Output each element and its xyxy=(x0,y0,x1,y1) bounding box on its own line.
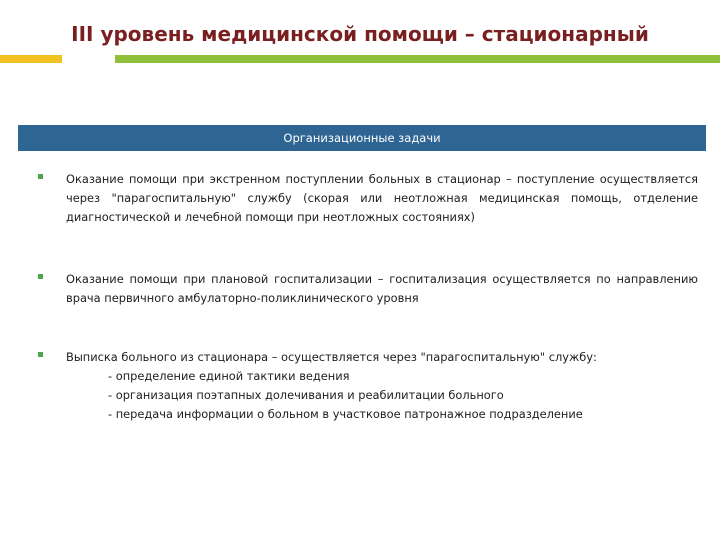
sub-item: - организация поэтапных долечивания и реабилитации больного xyxy=(108,388,504,402)
square-bullet-icon xyxy=(38,174,43,179)
sub-item: - передача информации о больном в участковое патронажное подразделение xyxy=(108,407,583,421)
sub-item: - определение единой тактики ведения xyxy=(108,369,350,383)
list-item xyxy=(38,348,698,428)
slide-title: III уровень медицинской помощи – стационарный xyxy=(71,22,649,46)
list-item-text: Оказание помощи при плановой госпитализации – госпитализация осуществляется по направлению врача первичного амбулаторно-поликлинического уровня xyxy=(66,272,698,305)
list-item xyxy=(38,270,698,310)
square-bullet-icon xyxy=(38,274,43,279)
accent-bar-green xyxy=(115,55,720,63)
list-item-text: Оказание помощи при экстренном поступлении больных в стационар – поступление осуществляется через "парагоспитальную" службу (скорая или неотложная медицинская помощь, отделение диагностической и лечебной помощи при неотложных состояниях) xyxy=(66,172,698,224)
list-item-text: Выписка больного из стационара – осуществляется через "парагоспитальную" службу: xyxy=(66,350,597,364)
section-header-band xyxy=(18,125,706,151)
list-item-text-block xyxy=(66,348,698,424)
list-item xyxy=(38,170,698,230)
accent-bar-yellow xyxy=(0,55,62,63)
square-bullet-icon xyxy=(38,352,43,357)
section-header-label: Организационные задачи xyxy=(283,131,441,145)
